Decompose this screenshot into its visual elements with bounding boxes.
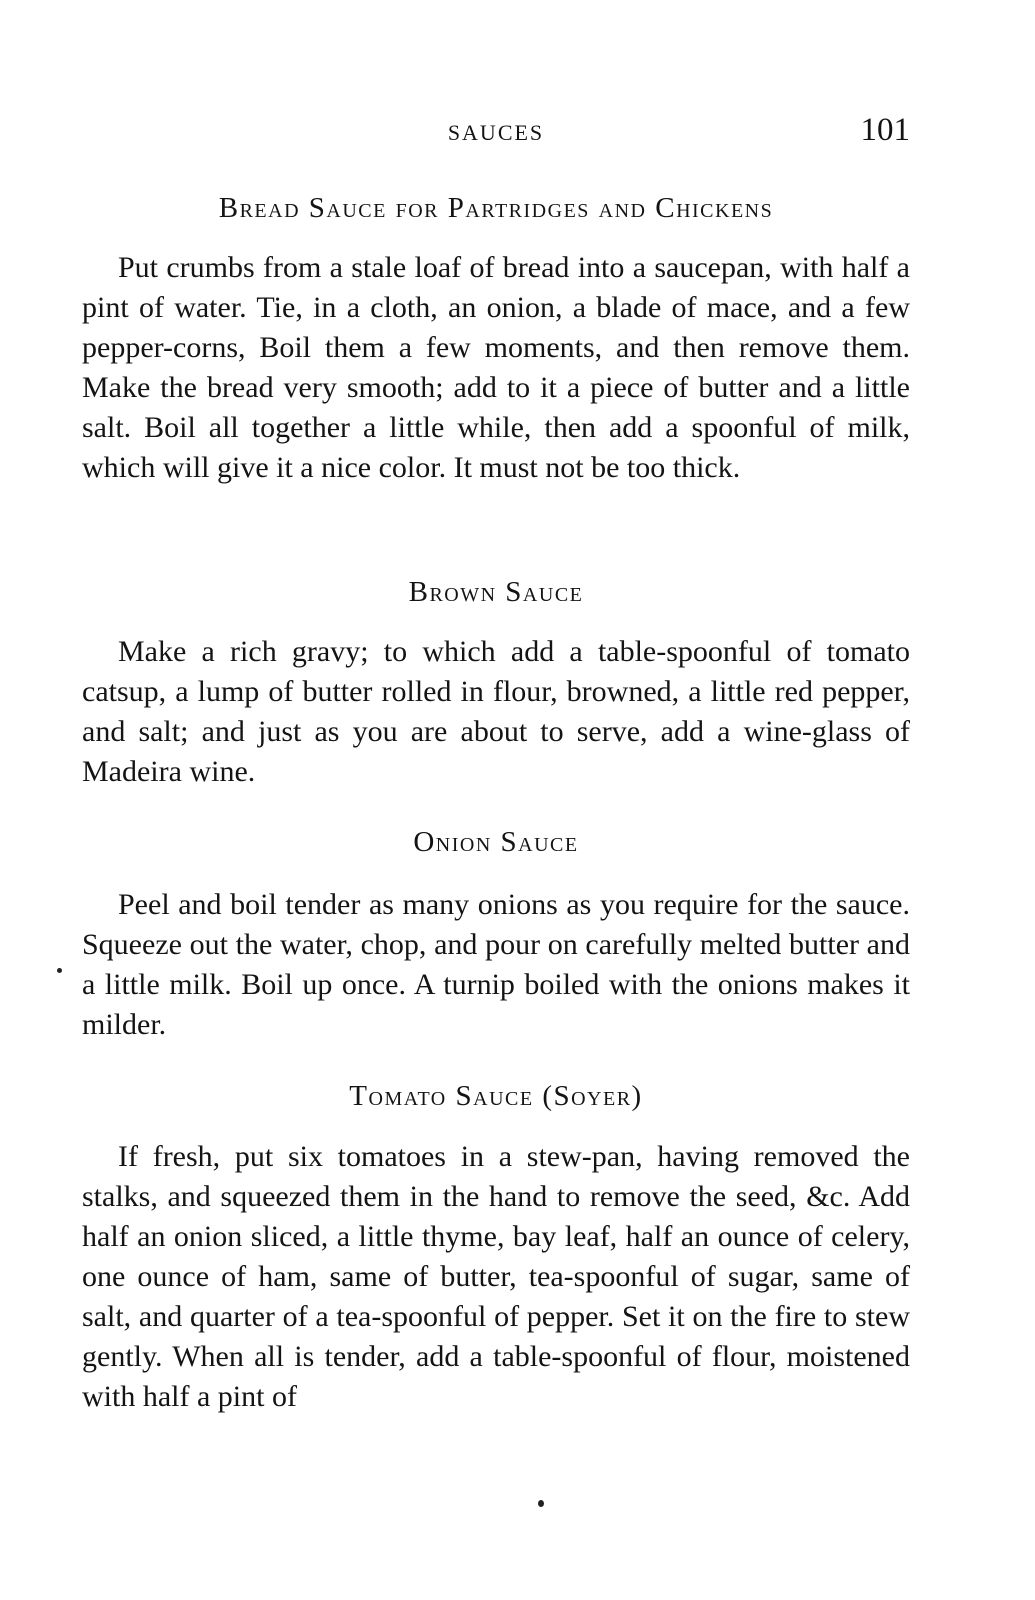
- page-number: 101: [860, 112, 910, 148]
- section-body-onion-sauce: Peel and boil tender as many onions as you require for the sauce. Squeeze out the water, chop, and pour on carefully melted butter and a little milk. Boil up once. A turnip boiled with the onions makes it milder.: [82, 888, 910, 1041]
- ink-speck: [57, 968, 62, 973]
- running-title: SAUCES: [447, 120, 545, 145]
- section-title-brown-sauce: Brown Sauce: [408, 576, 584, 608]
- section-title-onion-sauce: Onion Sauce: [413, 826, 579, 858]
- section-title-bread-sauce: Bread Sauce for Partridges and Chickens: [218, 192, 774, 224]
- section-title-tomato-sauce: Tomato Sauce (Soyer): [349, 1080, 643, 1112]
- section-body-bread-sauce: Put crumbs from a stale loaf of bread into a saucepan, with half a pint of water. Tie, in a cloth, an onion, a blade of mace, and a few pepper-corns, Boil them a few moments, and then remove them. Make the bread very smooth; add to it a piece of butter and a little salt. Boil all together a little while, then add a spoonful of milk, which will give it a nice color. It must not be too thick.: [82, 251, 910, 484]
- section-body-tomato-sauce: If fresh, put six tomatoes in a stew-pan, having removed the stalks, and squeezed them in the hand to remove the seed, &c. Add half an onion sliced, a little thyme, bay leaf, half an ounce of celery, one ounce of ham, same of butter, tea-spoonful of sugar, same of salt, and quarter of a tea-spoonful of pepper. Set it on the fire to stew gently. When all is tender, add a table-spoonful of flour, moistened with half a pint of: [82, 1140, 910, 1413]
- ink-speck: [538, 1500, 544, 1507]
- running-head: [82, 112, 910, 152]
- section-body-brown-sauce: Make a rich gravy; to which add a table-spoonful of tomato catsup, a lump of butter rolled in flour, browned, a little red pepper, and salt; and just as you are about to serve, add a wine-glass of Madeira wine.: [82, 635, 910, 788]
